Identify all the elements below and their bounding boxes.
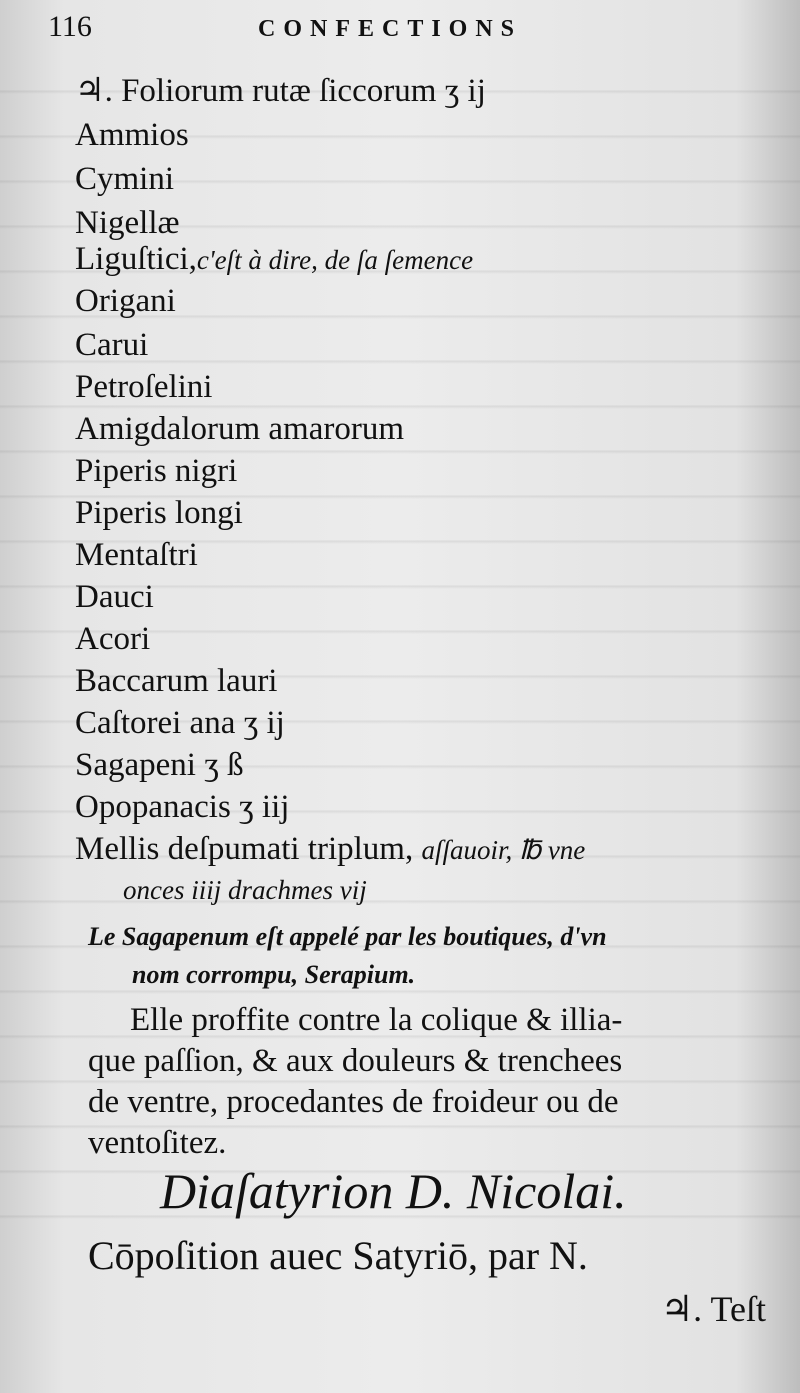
ingredient-name: Mellis deſpumati triplum, [75, 831, 414, 867]
paragraph-text: Elle proffite contre la colique & illia- [130, 1002, 623, 1038]
note-line: Le Sagapenum eſt appelé par les boutiques, d'vn [88, 922, 607, 951]
ingredient-line: Petroſelini [75, 369, 213, 405]
paragraph-line [88, 1000, 778, 1041]
ingredient-gloss: c'eſt à dire, de ſa ſemence [196, 245, 474, 275]
page-number: 116 [48, 10, 92, 43]
ingredient-line: Cymini [75, 161, 175, 197]
usage-paragraph [88, 1000, 778, 1164]
ingredient-line: Opopanacis ʒ iij [75, 789, 290, 825]
ingredient-line: Dauci [75, 579, 154, 615]
ingredient-line [75, 828, 585, 870]
page-header [48, 10, 760, 50]
ingredient-line: Acori [75, 621, 151, 657]
ingredient-line: Caſtorei ana ʒ ij [75, 705, 285, 741]
ingredient-line: Origani [75, 283, 176, 319]
ingredient-line: Sagapeni ʒ ß [75, 747, 244, 783]
ingredient-line: Piperis nigri [75, 453, 238, 489]
ingredient-line-continued [123, 868, 367, 910]
ingredient-line: Piperis longi [75, 495, 243, 531]
sagapenum-note [88, 918, 778, 994]
ingredient-line: ♃. Foliorum rutæ ſiccorum ʒ ij [75, 73, 486, 109]
paragraph-line: ventoſitez. [88, 1125, 227, 1161]
running-title: CONFECTIONS [258, 16, 523, 42]
ingredient-line: Amigdalorum amarorum [75, 411, 405, 447]
ingredient-gloss: onces iiij drachmes vij [123, 875, 367, 905]
section-subtitle: Cōpoſition auec Satyriō, par N. [88, 1233, 588, 1278]
note-line: nom corrompu, Serapium. [132, 960, 416, 989]
ingredient-line: Baccarum lauri [75, 663, 278, 699]
ingredient-name: Liguſtici, [75, 241, 197, 277]
ingredient-line [75, 238, 473, 280]
ingredient-line: Nigellæ [75, 205, 180, 241]
ingredient-line: Mentaſtri [75, 537, 198, 573]
paragraph-line: de ventre, procedantes de froideur ou de [88, 1084, 619, 1120]
ingredient-line: Ammios [75, 117, 189, 153]
ingredient-line: Carui [75, 327, 149, 363]
section-title: Diaſatyrion D. Nicolai. [160, 1163, 627, 1219]
catchword: ♃. Teſt [660, 1289, 766, 1329]
ingredient-gloss: aſſauoir, ℔ vne [421, 835, 586, 865]
paragraph-line: que paſſion, & aux douleurs & trenchees [88, 1043, 623, 1079]
